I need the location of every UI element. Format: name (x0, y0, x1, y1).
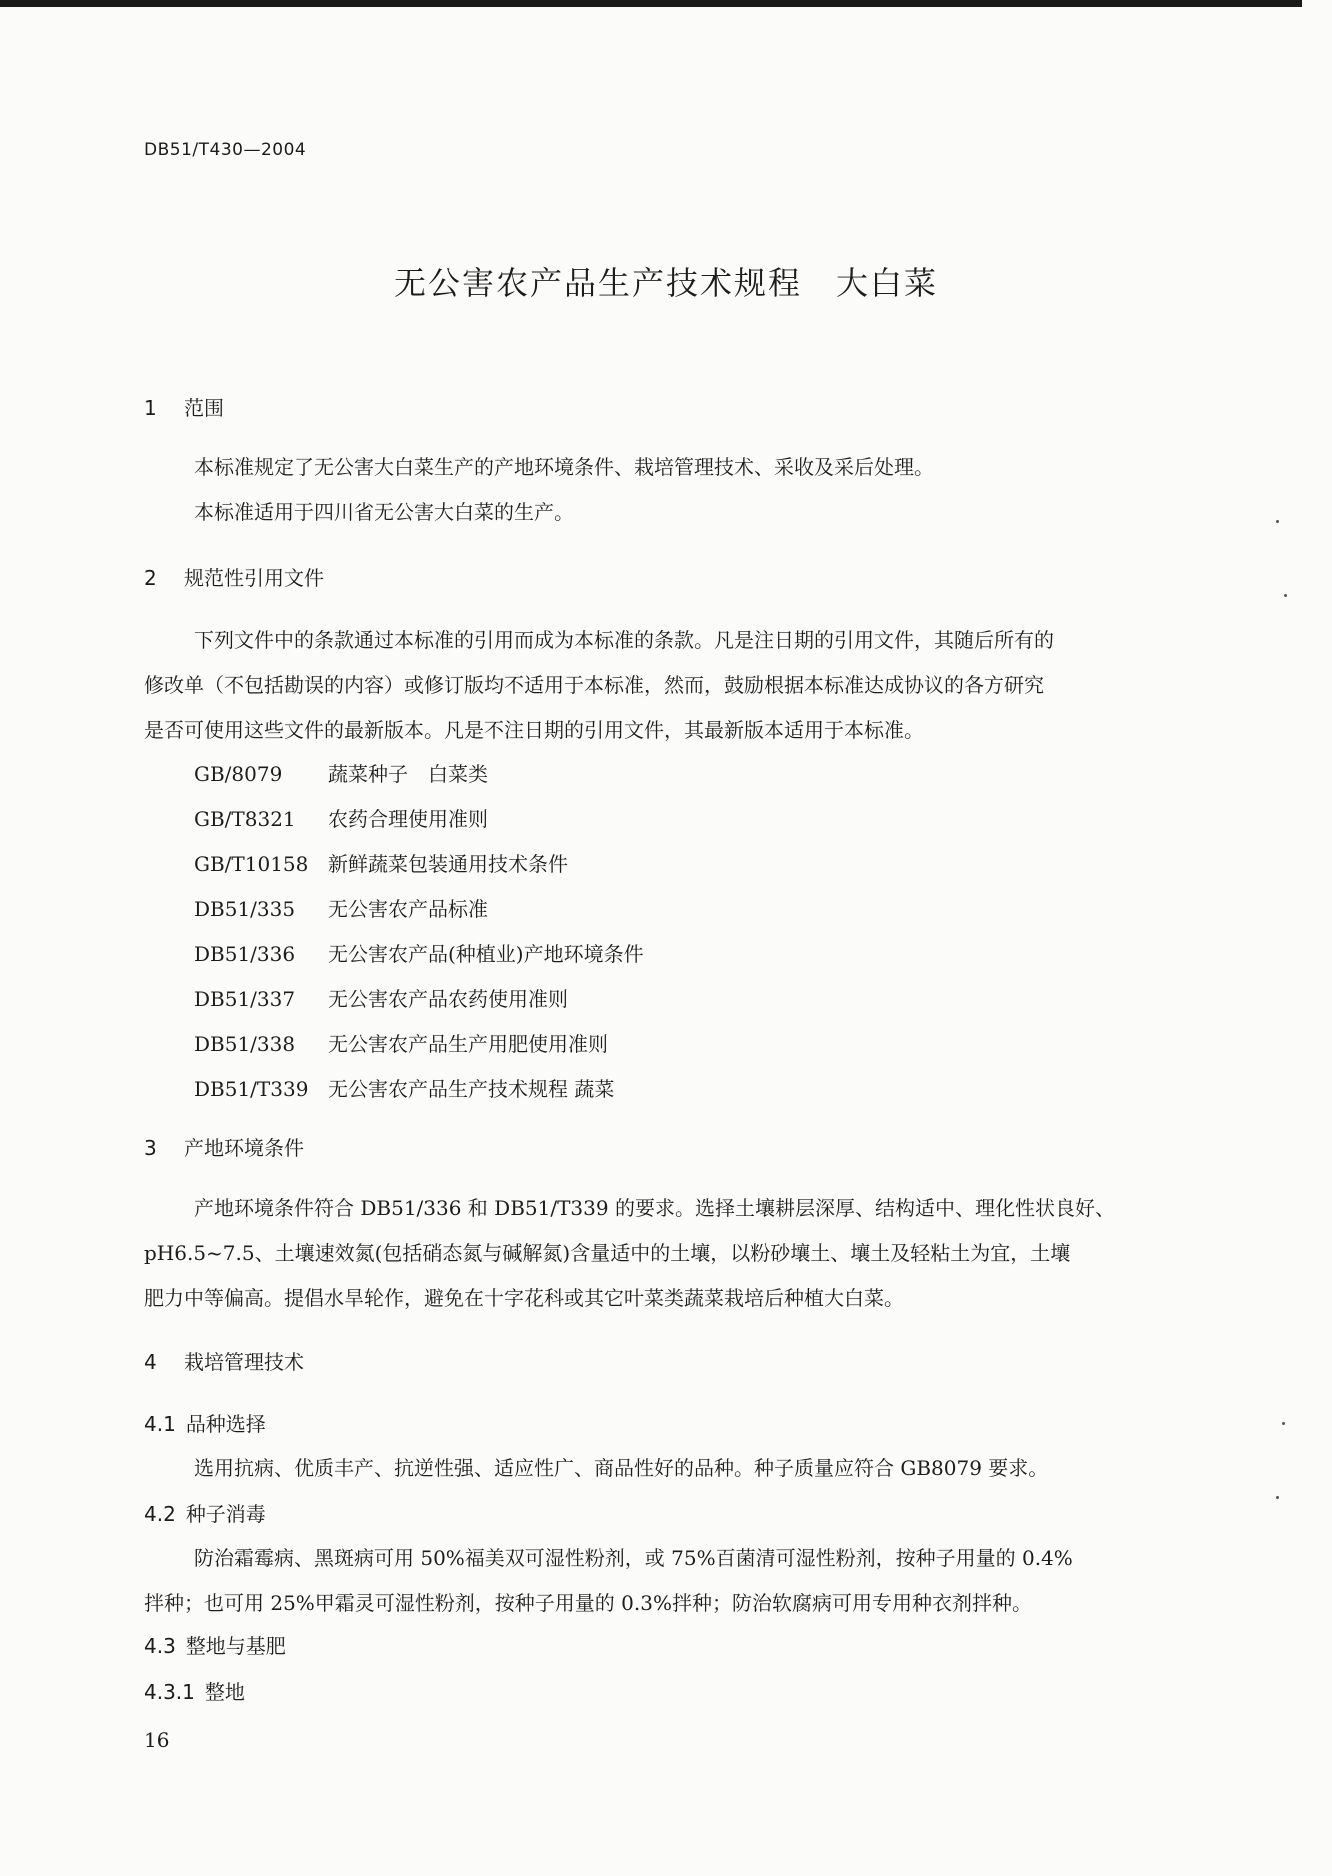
reference-row (194, 887, 644, 932)
reference-name: 无公害农产品(种植业)产地环境条件 (328, 942, 644, 966)
reference-row (194, 977, 644, 1022)
section-title: 产地环境条件 (184, 1136, 304, 1160)
reference-code: GB/T8321 (194, 807, 296, 831)
section-4-1-body (144, 1446, 1188, 1491)
section-2-body (144, 618, 1188, 753)
reference-name: 无公害农产品生产技术规程 蔬菜 (328, 1077, 615, 1101)
scan-speck (1282, 1422, 1285, 1425)
paragraph-line: 防治霜霉病、黑斑病可用 50%福美双可湿性粉剂，或 75%百菌清可湿性粉剂，按种子用量的 0.4% (194, 1546, 1073, 1570)
section-number: 4.3.1 (144, 1680, 195, 1704)
reference-row (194, 842, 644, 887)
reference-row (194, 932, 644, 977)
section-4-3-1-heading (144, 1676, 245, 1705)
section-4-2-heading (144, 1498, 266, 1527)
section-4-2-body (144, 1536, 1188, 1626)
section-title: 品种选择 (185, 1412, 266, 1436)
section-number: 4 (144, 1350, 157, 1374)
section-1-heading (144, 392, 224, 421)
section-title: 规范性引用文件 (184, 566, 324, 590)
reference-code: DB51/T339 (194, 1077, 309, 1101)
reference-code: DB51/335 (194, 897, 296, 921)
section-number: 4.3 (144, 1634, 176, 1658)
reference-name: 农药合理使用准则 (328, 807, 488, 831)
reference-row (194, 752, 644, 797)
section-4-heading (144, 1346, 304, 1375)
reference-name: 无公害农产品标准 (328, 897, 488, 921)
section-3-heading (144, 1132, 304, 1161)
reference-code: DB51/336 (194, 942, 296, 966)
reference-name: 无公害农产品农药使用准则 (328, 987, 568, 1011)
reference-name: 蔬菜种子 白菜类 (328, 762, 488, 786)
reference-code: DB51/338 (194, 1032, 296, 1056)
paragraph-line: 肥力中等偏高。提倡水旱轮作，避免在十字花科或其它叶菜类蔬菜栽培后种植大白菜。 (144, 1286, 904, 1310)
section-4-3-heading (144, 1630, 286, 1659)
paragraph-line: 是否可使用这些文件的最新版本。凡是不注日期的引用文件，其最新版本适用于本标准。 (144, 718, 924, 742)
section-number: 2 (144, 566, 157, 590)
normative-references-list (194, 752, 644, 1112)
reference-code: DB51/337 (194, 987, 296, 1011)
paragraph-line: 修改单（不包括勘误的内容）或修订版均不适用于本标准，然而，鼓励根据本标准达成协议的各方研究 (144, 673, 1044, 697)
reference-row (194, 797, 644, 842)
section-1-body (144, 445, 1188, 535)
section-title: 范围 (184, 396, 224, 420)
section-number: 4.2 (144, 1502, 176, 1526)
section-title: 整地 (204, 1680, 245, 1704)
section-2-heading (144, 562, 324, 591)
reference-row (194, 1022, 644, 1067)
paragraph-line: 本标准适用于四川省无公害大白菜的生产。 (194, 500, 574, 524)
standard-code: DB51/T430—2004 (144, 140, 307, 160)
scan-speck (1284, 594, 1287, 597)
scan-speck (1276, 520, 1279, 523)
document-title: 无公害农产品生产技术规程 大白菜 (393, 264, 938, 302)
section-4-1-heading (144, 1408, 266, 1437)
section-title: 种子消毒 (185, 1502, 266, 1526)
paragraph-line: pH6.5~7.5、土壤速效氮(包括硝态氮与碱解氮)含量适中的土壤，以粉砂壤土、壤土及轻粘土为宜，土壤 (144, 1241, 1071, 1265)
reference-row (194, 1067, 644, 1112)
paragraph-line: 拌种；也可用 25%甲霜灵可湿性粉剂，按种子用量的 0.3%拌种；防治软腐病可用专用种衣剂拌种。 (144, 1591, 1032, 1615)
top-border-rule (0, 0, 1302, 7)
paragraph-line: 产地环境条件符合 DB51/336 和 DB51/T339 的要求。选择土壤耕层深厚、结构适中、理化性状良好、 (194, 1196, 1115, 1220)
section-title: 栽培管理技术 (184, 1350, 304, 1374)
section-3-body (144, 1186, 1188, 1321)
section-number: 3 (144, 1136, 157, 1160)
section-number: 4.1 (144, 1412, 176, 1436)
scan-speck (1276, 1496, 1279, 1499)
reference-code: GB/8079 (194, 762, 283, 786)
reference-code: GB/T10158 (194, 852, 309, 876)
reference-name: 新鲜蔬菜包装通用技术条件 (328, 852, 568, 876)
section-title: 整地与基肥 (185, 1634, 286, 1658)
paragraph-line: 本标准规定了无公害大白菜生产的产地环境条件、栽培管理技术、采收及采后处理。 (194, 455, 934, 479)
reference-name: 无公害农产品生产用肥使用准则 (328, 1032, 608, 1056)
section-number: 1 (144, 396, 157, 420)
paragraph-line: 下列文件中的条款通过本标准的引用而成为本标准的条款。凡是注日期的引用文件，其随后所有的 (194, 628, 1054, 652)
page-number: 16 (144, 1728, 170, 1752)
paragraph-line: 选用抗病、优质丰产、抗逆性强、适应性广、商品性好的品种。种子质量应符合 GB8079 要求。 (194, 1456, 1049, 1480)
